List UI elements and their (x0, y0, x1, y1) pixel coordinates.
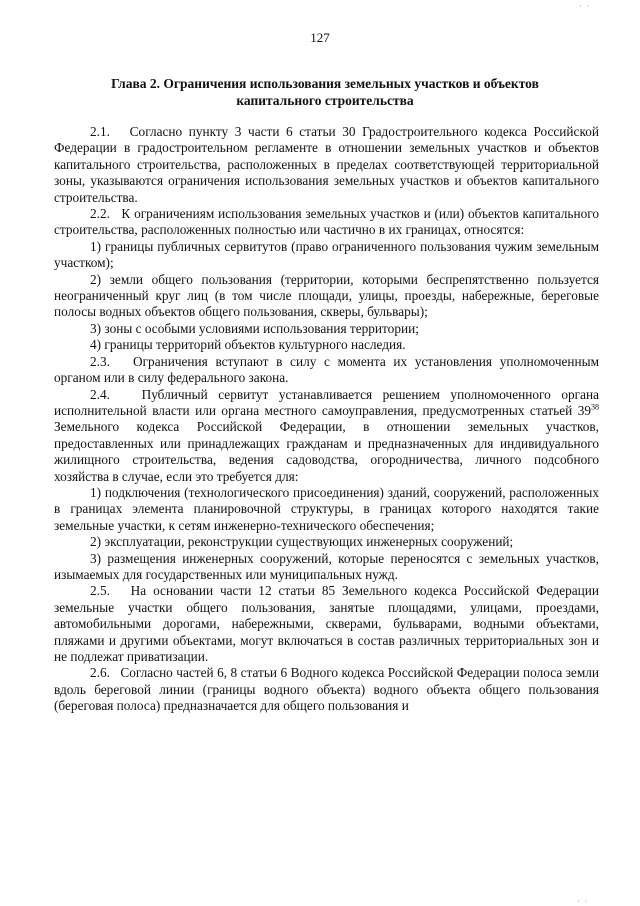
page-number: 127 (310, 30, 330, 45)
list-item-public-land: 2) земли общего пользования (территории, которыми беспрепятственно пользуется неограниченный круг лиц (в том числе площади, улицы, проезды, набережные, береговые полосы водных объектов общего пользования, скверы, бульвары); (54, 271, 599, 320)
list-item-relocation: 3) размещения инженерных сооружений, которые переносятся с земельных участков, изымаемых для государственных или муниципальных нужд. (54, 550, 599, 582)
chapter-heading (60, 75, 590, 109)
list-item-special-zones: 3) зоны с особыми условиями использования территории; (90, 320, 419, 336)
paragraph-2-1: 2.1. Согласно пункту 3 части 6 статьи 30 Градостроительного кодекса Российской Федерации в градостроительном регламенте в отношении земельных участков и объектов капитального строительства, расположенных в пределах соответствующей территориальной зоны, указываются ограничения использования земельных участков и объектов капитального строительства. (54, 124, 599, 205)
paragraph-2-2: 2.2. К ограничениям использования земельных участков и (или) объектов капитального строительства, расположенных полностью или частично в их границах, относятся: (54, 206, 599, 238)
chapter-heading-line-2: капитального строительства (236, 93, 414, 108)
paragraph-2-6: 2.6. Согласно частей 6, 8 статьи 6 Водного кодекса Российской Федерации полоса земли вдоль береговой линии (границы водного объекта) водного объекта общего пользования (береговая полоса) предназначается для общего пользования и (54, 665, 599, 714)
paragraph-2-4-text-end: Земельного кодекса Российской Федерации, в отношении земельных участков, предоставленных или принадлежащих гражданам и предназначенных для индивидуального жилищного строительства, ведения садоводства, огородничества, личного подсобного хозяйства в случае, если это требуется для: (54, 419, 599, 484)
list-item-servitudes: 1) границы публичных сервитутов (право ограниченного пользования чужим земельным участком); (54, 238, 599, 271)
list-item-heritage: 4) границы территорий объектов культурного наследия. (90, 337, 406, 353)
list-item-connection: 1) подключения (технологического присоединения) зданий, сооружений, расположенных в границах элемента планировочной структуры, в границах которого находятся такие земельные участки, к сетям инженерно-технического обеспечения; (54, 484, 599, 533)
paragraph-2-3: 2.3. Ограничения вступают в силу с момента их установления уполномоченным органом или в силу федерального закона. (54, 353, 599, 386)
list-item-operation: 2) эксплуатации, реконструкции существующих инженерных сооружений; (90, 534, 514, 550)
scan-artifact-top: · · (579, 2, 590, 11)
footnote-superscript: 38 (591, 402, 599, 412)
scan-artifact-bottom: · · (577, 897, 588, 906)
paragraph-2-5: 2.5. На основании части 12 статьи 85 Земельного кодекса Российской Федерации земельные участки общего пользования, занятые площадями, улицами, проездами, автомобильными дорогами, набережными, скверами, бульварами, водными объектами, пляжами и другими объектами, могут включаться в состав различных территориальных зон и не подлежат приватизации. (54, 583, 599, 664)
document-body (54, 124, 599, 715)
paragraph-2-4-text-start: 2.4. Публичный сервитут устанавливается решением уполномоченного органа исполнительной власти или органа местного самоуправления, предусмотренных статьей 39 (54, 386, 599, 418)
chapter-heading-line-1: Глава 2. Ограничения использования земельных участков и объектов (111, 76, 539, 91)
paragraph-2-4 (54, 387, 599, 485)
